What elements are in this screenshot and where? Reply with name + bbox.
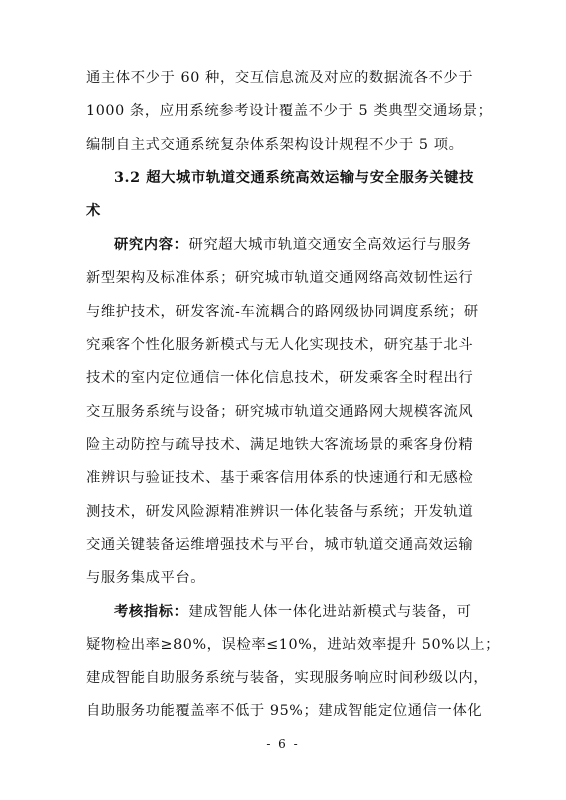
section-heading-continued: 术 (86, 203, 101, 219)
research-line: 新型架构及标准体系；研究城市轨道交通网络高效韧性运行 (86, 270, 474, 286)
research-line: 交通关键装备运维增强技术与平台，城市轨道交通高效运输 (86, 537, 474, 553)
assessment-first-line (114, 600, 514, 624)
section-heading: 3.2 超大城市轨道交通系统高效运输与安全服务关键技 (114, 170, 474, 186)
assessment-label: 考核指标： (114, 604, 189, 620)
page-number: - 6 - (266, 737, 300, 751)
research-line: 技术的室内定位通信一体化信息技术，研发乘客全时程出行 (86, 370, 474, 386)
text-line: 1000 条，应用系统参考设计覆盖不少于 5 类典型交通场景； (86, 103, 493, 119)
research-label: 研究内容： (114, 237, 189, 253)
text-line: 通主体不少于 60 种，交互信息流及对应的数据流各不少于 (86, 70, 474, 86)
text-line: 编制自主式交通系统复杂体系架构设计规程不少于 5 项。 (86, 137, 464, 153)
research-first-line (114, 233, 514, 257)
assessment-line: 建成智能自助服务系统与装备，实现服务响应时间秒级以内， (86, 670, 489, 686)
research-line: 究乘客个性化服务新模式与无人化实现技术，研究基于北斗 (86, 337, 474, 353)
research-line: 交互服务系统与设备；研究城市轨道交通路网大规模客流风 (86, 404, 474, 420)
research-first-text: 研究超大城市轨道交通安全高效运行与服务 (188, 237, 472, 253)
research-line: 险主动防控与疏导技术、满足地铁大客流场景的乘客身份精 (86, 437, 474, 453)
research-line: 与维护技术，研发客流-车流耦合的路网级协同调度系统；研 (86, 304, 479, 320)
research-line: 准辨识与验证技术、基于乘客信用体系的快速通行和无感检 (86, 470, 474, 486)
assessment-line: 自助服务功能覆盖率不低于 95%；建成智能定位通信一体化 (86, 703, 483, 719)
assessment-first-text: 建成智能人体一体化进站新模式与装备，可 (188, 604, 472, 620)
research-line: 测技术，研发风险源精准辨识一体化装备与系统；开发轨道 (86, 504, 474, 520)
research-line: 与服务集成平台。 (86, 570, 206, 586)
assessment-line: 疑物检出率≥80%，误检率≤10%，进站效率提升 50%以上； (86, 637, 501, 653)
